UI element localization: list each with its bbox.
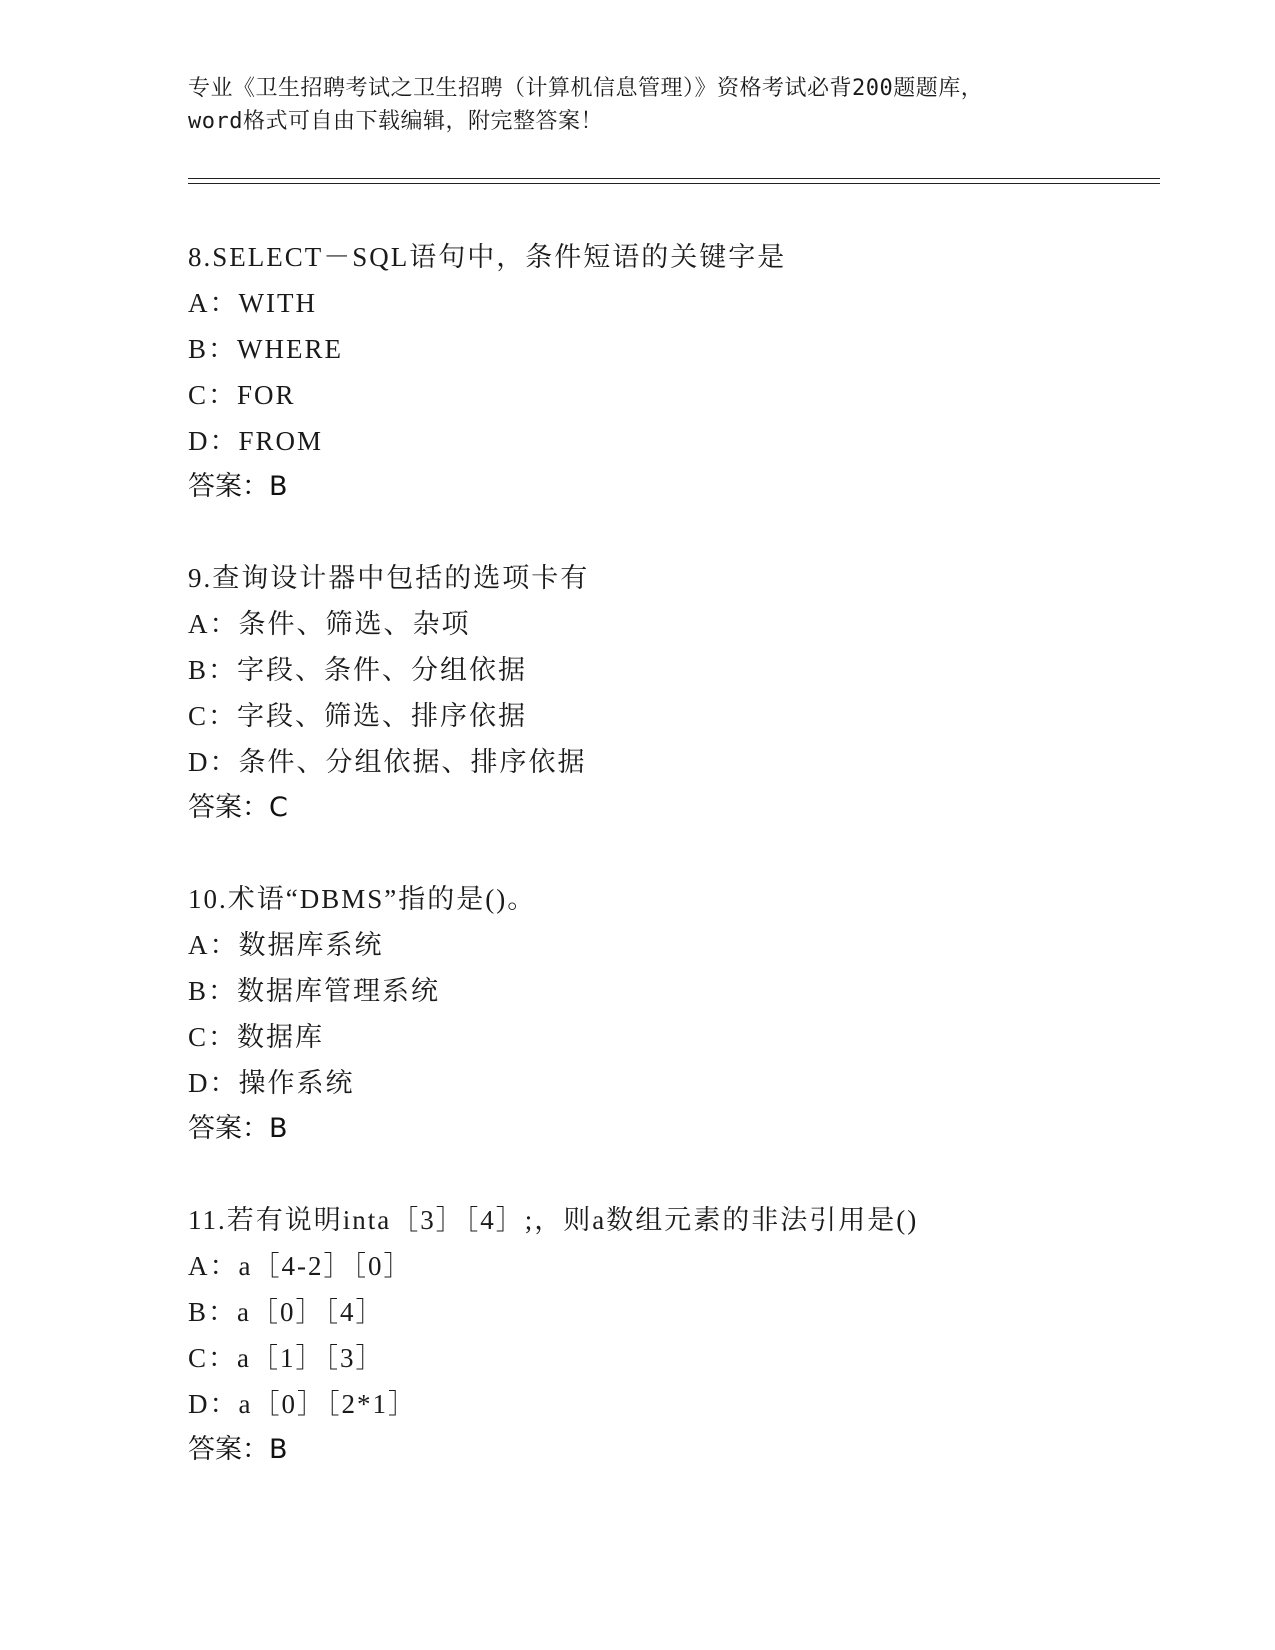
option-b: B：数据库管理系统 <box>188 976 441 1006</box>
option-c: C：FOR <box>188 380 296 410</box>
question-8 <box>188 234 1188 510</box>
question-stem: 11.若有说明inta［3］［4］;，则a数组元素的非法引用是() <box>188 1205 919 1235</box>
option-b: B：a［0］［4］ <box>188 1297 385 1327</box>
header-line-2: word格式可自由下载编辑，附完整答案！ <box>188 109 603 134</box>
header-divider-bottom <box>188 183 1160 184</box>
option-d: D：a［0］［2*1］ <box>188 1389 417 1419</box>
option-c: C：a［1］［3］ <box>188 1343 385 1373</box>
option-c: C：数据库 <box>188 1022 325 1052</box>
option-a: A：条件、筛选、杂项 <box>188 609 471 639</box>
header-divider-top <box>188 178 1160 179</box>
option-b: B：字段、条件、分组依据 <box>188 655 528 685</box>
answer-line: 答案：B <box>188 1113 288 1144</box>
question-stem: 9.查询设计器中包括的选项卡有 <box>188 563 590 593</box>
answer-line: 答案：C <box>188 792 288 823</box>
answer-line: 答案：B <box>188 1434 288 1465</box>
question-stem: 10.术语“DBMS”指的是()。 <box>188 884 537 914</box>
question-9 <box>188 555 1188 831</box>
question-11 <box>188 1197 1188 1473</box>
document-header <box>188 72 1088 138</box>
header-line-1: 专业《卫生招聘考试之卫生招聘（计算机信息管理）》资格考试必背200题题库， <box>188 76 984 101</box>
option-d: D：条件、分组依据、排序依据 <box>188 747 587 777</box>
answer-line: 答案：B <box>188 471 288 502</box>
question-10 <box>188 876 1188 1152</box>
option-d: D：操作系统 <box>188 1068 355 1098</box>
option-d: D：FROM <box>188 426 324 456</box>
question-stem: 8.SELECT－SQL语句中，条件短语的关键字是 <box>188 242 787 272</box>
option-b: B：WHERE <box>188 334 343 364</box>
option-a: A：WITH <box>188 288 317 318</box>
option-c: C：字段、筛选、排序依据 <box>188 701 528 731</box>
option-a: A：a［4-2］［0］ <box>188 1251 413 1281</box>
option-a: A：数据库系统 <box>188 930 384 960</box>
